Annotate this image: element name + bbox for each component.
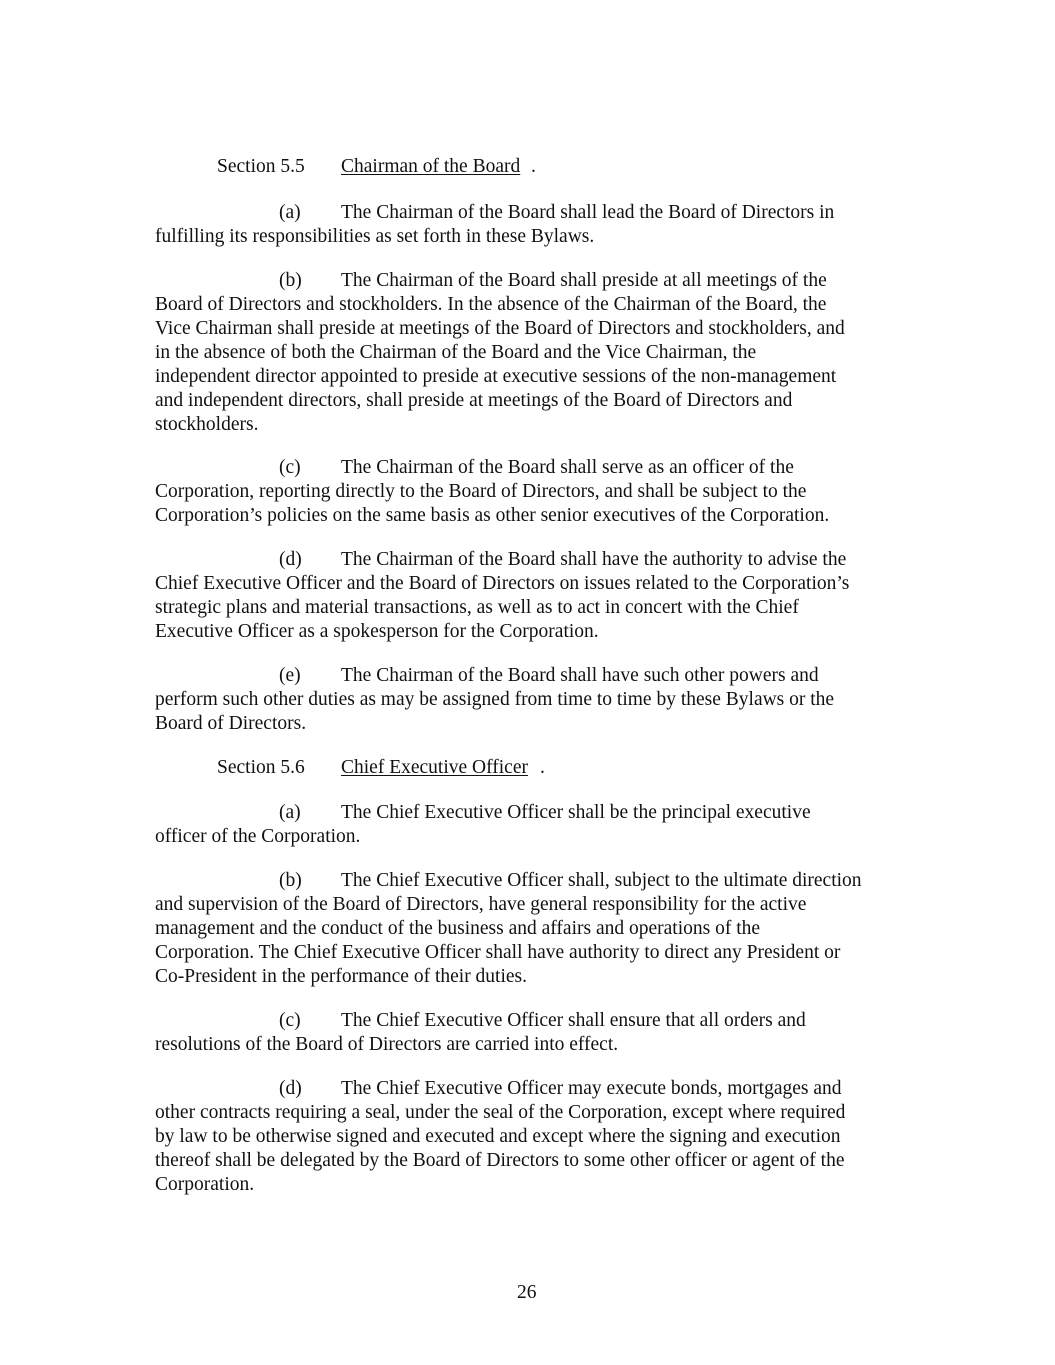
paragraph-line: The Chairman of the Board shall have the authority to advise the	[341, 549, 847, 570]
paragraph-marker: (b)	[279, 270, 302, 291]
paragraph-line: perform such other duties as may be assigned from time to time by these Bylaws or the	[155, 689, 835, 710]
paragraph-line: by law to be otherwise signed and executed and except where the signing and execution	[155, 1126, 841, 1147]
page-number: 26	[517, 1282, 537, 1303]
paragraph-line: The Chairman of the Board shall have such other powers and	[341, 665, 819, 686]
paragraph-line: Executive Officer as a spokesperson for the Corporation.	[155, 621, 599, 642]
paragraph-line: The Chairman of the Board shall serve as an officer of the	[341, 457, 794, 478]
section-label: Section 5.5	[217, 156, 305, 177]
paragraph-line: Chief Executive Officer and the Board of Directors on issues related to the Corporation’s	[155, 573, 850, 594]
paragraph-line: The Chief Executive Officer shall ensure that all orders and	[341, 1010, 806, 1031]
paragraph-marker: (d)	[279, 1078, 302, 1099]
section-title: Chief Executive Officer	[341, 757, 528, 778]
paragraph-marker: (c)	[279, 457, 301, 478]
paragraph-line: and independent directors, shall preside at meetings of the Board of Directors and	[155, 390, 793, 411]
paragraph-line: stockholders.	[155, 414, 259, 435]
paragraph-line: Co-President in the performance of their duties.	[155, 966, 528, 987]
paragraph-line: in the absence of both the Chairman of the Board and the Vice Chairman, the	[155, 342, 757, 363]
section-title-period: .	[531, 156, 536, 177]
paragraph-line: fulfilling its responsibilities as set forth in these Bylaws.	[155, 226, 595, 247]
paragraph-line: The Chief Executive Officer may execute bonds, mortgages and	[341, 1078, 842, 1099]
paragraph-line: thereof shall be delegated by the Board of Directors to some other officer or agent of the	[155, 1150, 845, 1171]
paragraph-line: The Chairman of the Board shall lead the Board of Directors in	[341, 202, 835, 223]
paragraph-line: Corporation.	[155, 1174, 255, 1195]
paragraph-line: The Chief Executive Officer shall be the principal executive	[341, 802, 811, 823]
paragraph-line: strategic plans and material transactions, as well as to act in concert with the Chief	[155, 597, 799, 618]
paragraph-line: Corporation, reporting directly to the Board of Directors, and shall be subject to the	[155, 481, 807, 502]
paragraph-line: and supervision of the Board of Directors, have general responsibility for the active	[155, 894, 807, 915]
paragraph-line: resolutions of the Board of Directors are carried into effect.	[155, 1034, 619, 1055]
paragraph-line: other contracts requiring a seal, under the seal of the Corporation, except where required	[155, 1102, 846, 1123]
paragraph-line: officer of the Corporation.	[155, 826, 361, 847]
paragraph-line: Board of Directors and stockholders. In the absence of the Chairman of the Board, the	[155, 294, 827, 315]
paragraph-line: The Chief Executive Officer shall, subject to the ultimate direction	[341, 870, 862, 891]
paragraph-line: Corporation. The Chief Executive Officer shall have authority to direct any President or	[155, 942, 841, 963]
paragraph-line: management and the conduct of the business and affairs and operations of the	[155, 918, 761, 939]
paragraph-line: The Chairman of the Board shall preside at all meetings of the	[341, 270, 827, 291]
paragraph-line: independent director appointed to preside at executive sessions of the non-management	[155, 366, 837, 387]
paragraph-line: Board of Directors.	[155, 713, 307, 734]
paragraph-marker: (a)	[279, 802, 301, 823]
paragraph-line: Vice Chairman shall preside at meetings of the Board of Directors and stockholders, and	[155, 318, 845, 339]
paragraph-line: Corporation’s policies on the same basis as other senior executives of the Corporation.	[155, 505, 830, 526]
paragraph-marker: (a)	[279, 202, 301, 223]
paragraph-marker: (b)	[279, 870, 302, 891]
section-title-period: .	[540, 757, 545, 778]
paragraph-marker: (d)	[279, 549, 302, 570]
paragraph-marker: (c)	[279, 1010, 301, 1031]
section-title: Chairman of the Board	[341, 156, 521, 177]
section-label: Section 5.6	[217, 757, 305, 778]
paragraph-marker: (e)	[279, 665, 301, 686]
